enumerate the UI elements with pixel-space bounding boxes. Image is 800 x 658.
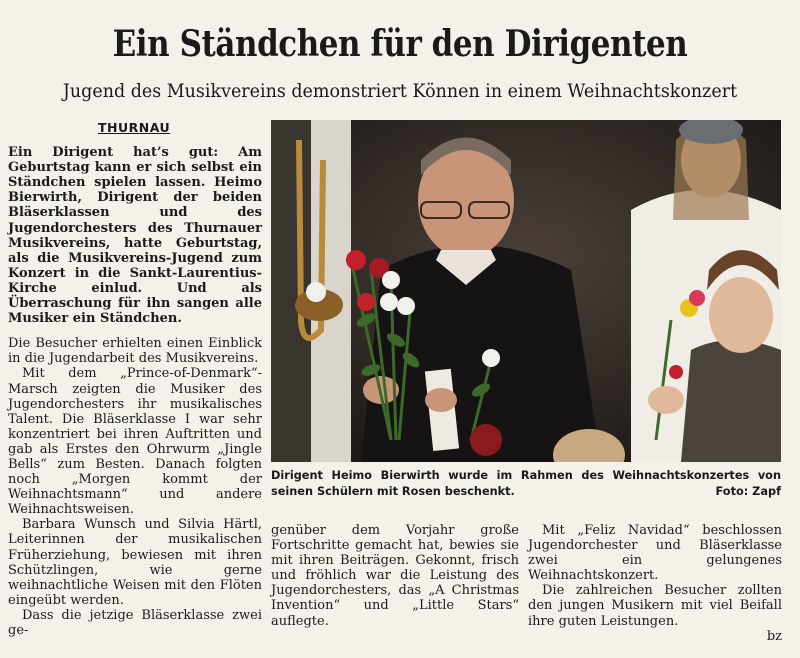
- caption-text: Dirigent Heimo Bierwirth wurde im Rahmen des Weihnachtskonzertes von seinen Schülern mit Rosen beschenkt.: [271, 469, 781, 498]
- subheadline: Jugend des Musikvereins demonstriert Können in einem Weihnachtskonzert: [62, 80, 738, 102]
- lead-paragraph: Ein Dirigent hat’s gut: Am Geburtstag kann er sich selbst ein Ständchen spielen lassen. Heimo Bierwirth, Dirigent der beiden Bläserklassen und des Jugendorchesters des Thurnauer Musikvereins, hatte Geburtstag, als die Musikvereins-Jugend zum Konzert in die Sankt-Laurentius-Kirche einlud. Und als Überraschung für ihn sangen alle Musiker ein Ständchen.: [8, 145, 262, 327]
- dateline: THURNAU: [98, 120, 171, 135]
- author-signature: bz: [766, 628, 782, 644]
- photo-caption: [271, 468, 781, 500]
- body-paragraph: Die Besucher erhielten einen Einblick in die Jugendarbeit des Musikvereins.: [8, 336, 262, 367]
- photo-illustration: [271, 120, 781, 462]
- middle-column: [271, 523, 519, 629]
- body-paragraph: Dass die jetzige Bläserklasse zwei ge-: [8, 607, 262, 638]
- concert-photo: [271, 120, 781, 462]
- headline: Ein Ständchen für den Dirigenten: [112, 23, 688, 65]
- body-paragraph: Mit „Feliz Navidad“ beschlossen Jugendorchester und Bläserklasse zwei ein gelungenes Weihnachtskonzert.: [528, 523, 782, 584]
- body-paragraph: Mit dem „Prince-of-Denmark“-Marsch zeigten die Musiker des Jugendorchesters ihr musikalisches Talent. Die Bläserklasse I war sehr konzentriert bei ihren Auftritten und gab als Erstes den Ohrwurm „Jingle Bells“ zum Besten. Danach folgten noch „Morgen kommt der Weihnachtsmann“ und andere Weihnachtsweisen.: [8, 366, 262, 518]
- right-column: [528, 523, 782, 644]
- body-paragraph: Barbara Wunsch und Silvia Härtl, Leiterinnen der musikalischen Früherziehung, bewiesen mit ihren Schützlingen, wie gerne weihnachtliche Weisen mit den Flöten eingeübt werden.: [8, 517, 262, 608]
- photo-credit: Foto: Zapf: [715, 485, 781, 498]
- left-column: [8, 120, 262, 638]
- body-paragraph: genüber dem Vorjahr große Fortschritte gemacht hat, bewies sie mit ihren Beiträgen. Gekonnt, frisch und fröhlich war die Leistung des Jugendorchesters, das „A Christmas Invention“ und „Little Stars“ auflegte.: [271, 523, 519, 629]
- body-paragraph: Die zahlreichen Besucher zollten den jungen Musikern mit viel Beifall ihre guten Leistungen.: [528, 583, 782, 629]
